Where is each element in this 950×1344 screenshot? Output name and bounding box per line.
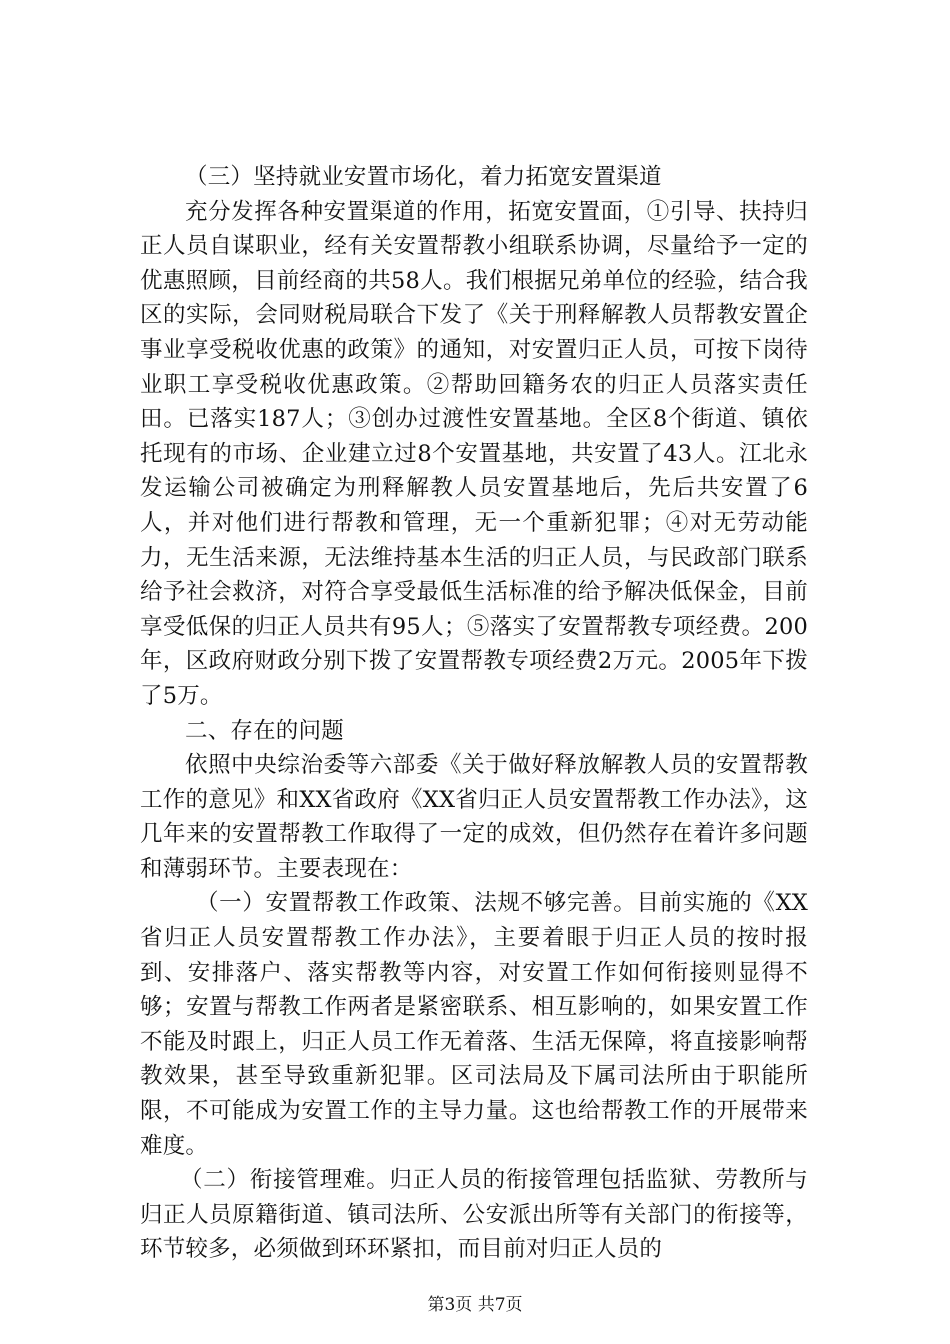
document-body [140, 160, 808, 1267]
section-heading-problems: 二、存在的问题 [185, 717, 344, 744]
page-number-footer: 第3页 共7页 [427, 1295, 523, 1315]
paragraph-coordination-issues: （二）衔接管理难。归正人员的衔接管理包括监狱、劳教所与归正人员原籍街道、镇司法所、公安派出所等有关部门的衔接等，环节较多，必须做到环环紧扣，而目前对归正人员的 [140, 1167, 808, 1263]
paragraph-policy-issues: （一）安置帮教工作政策、法规不够完善。目前实施的《XX省归正人员安置帮教工作办法》，主要着眼于归正人员的按时报到、安排落户、落实帮教等内容，对安置工作如何衔接则显得不够；安置与帮教工作两者是紧密联系、相互影响的，如果安置工作不能及时跟上，归正人员工作无着落、生活无保障，将直接影响帮教效果，甚至导致重新犯罪。区司法局及下属司法所由于职能所限，不可能成为安置工作的主导力量。这也给帮教工作的开展带来难度。 [140, 890, 808, 1159]
paragraph-placement-channels: 充分发挥各种安置渠道的作用，拓宽安置面，①引导、扶持归正人员自谋职业，经有关安置帮教小组联系协调，尽量给予一定的优惠照顾，目前经商的共58人。我们根据兄弟单位的经验，结合我区的实际，会同财税局联合下发了《关于刑释解教人员帮教安置企事业享受税收优惠的政策》的通知，对安置归正人员，可按下岗待业职工享受税收优惠政策。②帮助回籍务农的归正人员落实责任田。已落实187人；③创办过渡性安置基地。全区8个街道、镇依托现有的市场、企业建立过8个安置基地，共安置了43人。江北永发运输公司被确定为刑释解教人员安置基地后，先后共安置了6人，并对他们进行帮教和管理，无一个重新犯罪；④对无劳动能力，无生活来源，无法维持基本生活的归正人员，与民政部门联系给予社会救济，对符合享受最低生活标准的给予解决低保金，目前享受低保的归正人员共有95人；⑤落实了安置帮教专项经费。200年，区政府财政分别下拨了安置帮教专项经费2万元。2005年下拨了5万。 [140, 198, 808, 709]
section-heading-employment: （三）坚持就业安置市场化，着力拓宽安置渠道 [185, 164, 662, 190]
paragraph-problems-intro: 依照中央综治委等六部委《关于做好释放解教人员的安置帮教工作的意见》和XX省政府《XX省归正人员安置帮教工作办法》，这几年来的安置帮教工作取得了一定的成效，但仍然存在着许多问题和薄弱环节。主要表现在： [140, 752, 808, 882]
